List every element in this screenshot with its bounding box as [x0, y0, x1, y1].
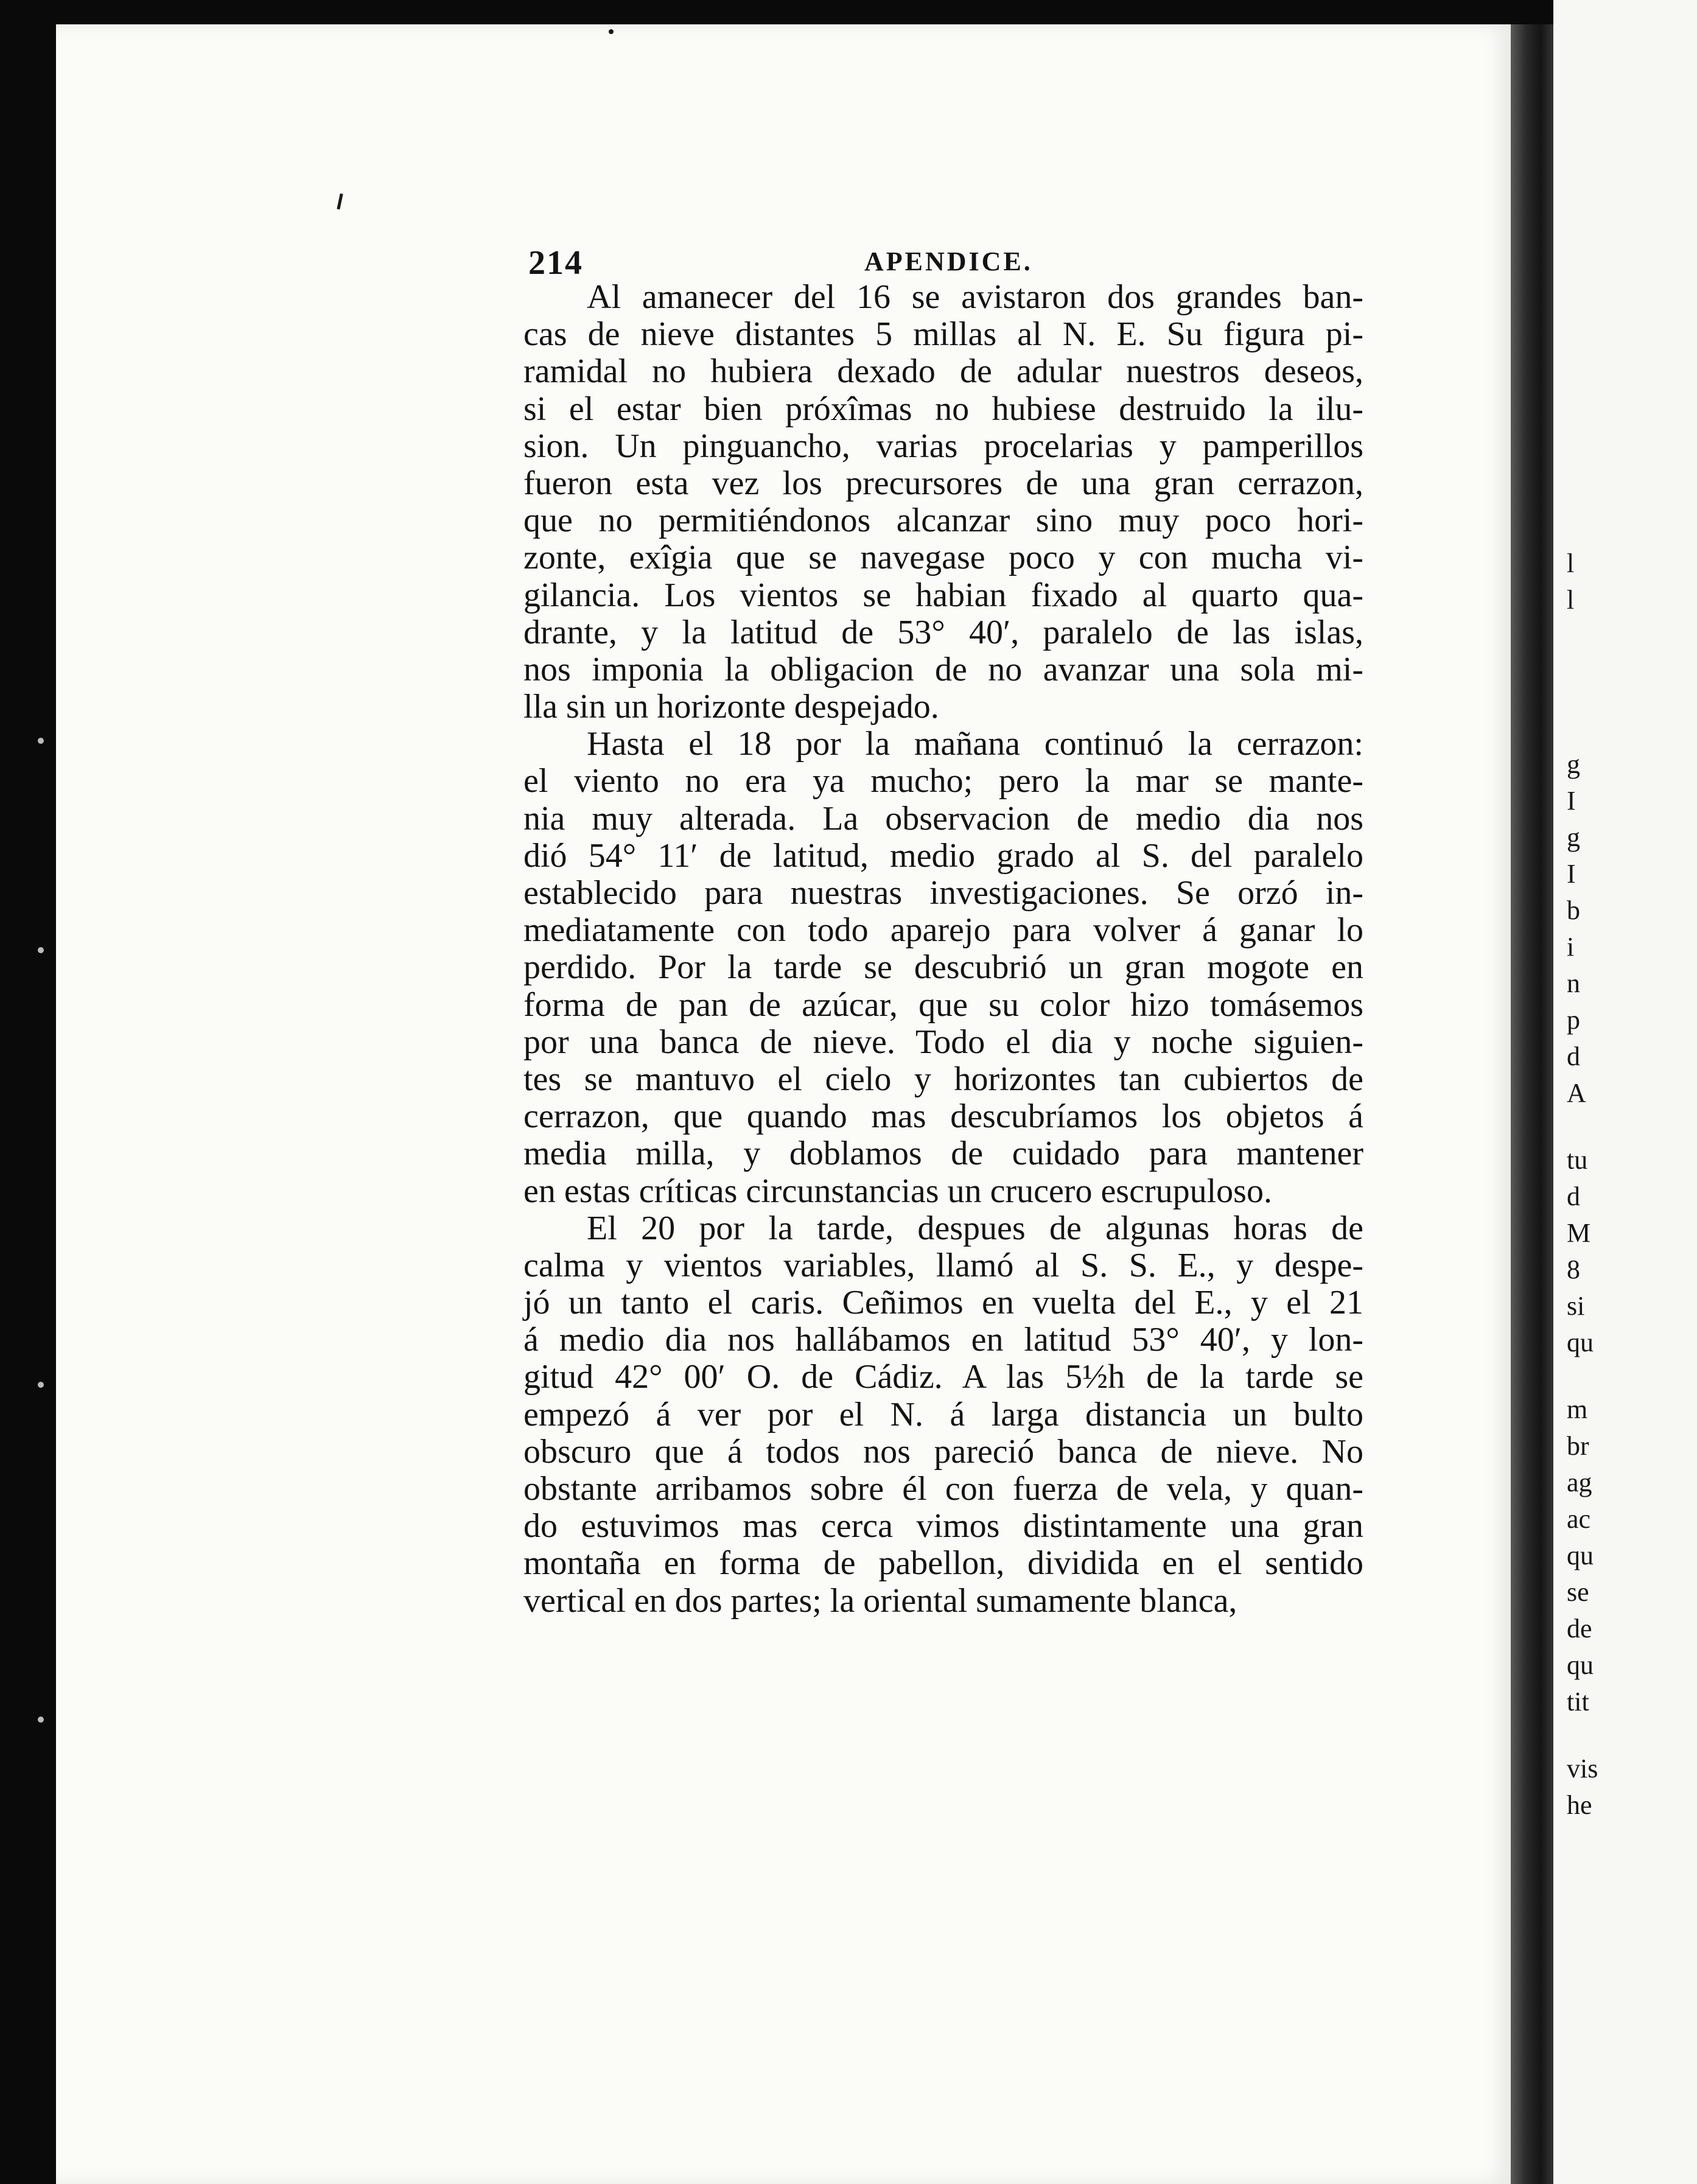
facing-page-text-fragment: de — [1567, 1614, 1592, 1643]
text-line: nos imponia la obligacion de no avanzar una sola mi- — [523, 650, 1363, 688]
paragraph-first-line: Hasta el 18 por la mañana continuó la cerrazon: — [587, 725, 1363, 763]
facing-page-text-fragment: g — [1567, 749, 1580, 779]
text-line: empezó á ver por el N. á larga distancia un bulto — [523, 1395, 1363, 1433]
text-line: do estuvimos mas cerca vimos distintamente una gran — [523, 1507, 1363, 1545]
text-line: calma y vientos variables, llamó al S. S. E., y despe- — [523, 1246, 1363, 1284]
facing-page-text-fragment: tit — [1567, 1687, 1589, 1717]
text-line: mediatamente con todo aparejo para volver á ganar lo — [523, 911, 1363, 950]
text-line: ramidal no hubiera dexado de adular nuestros deseos, — [523, 352, 1363, 391]
facing-page-text-fragment: M — [1567, 1218, 1591, 1248]
text-line: sion. Un pinguancho, varias procelarias y pamperillos — [523, 427, 1363, 465]
text-line: establecido para nuestras investigaciones. Se orzó in- — [523, 874, 1363, 912]
facing-page-text-fragment: ag — [1567, 1468, 1592, 1497]
page-number: 214 — [528, 244, 583, 282]
body-text — [523, 279, 1363, 1620]
text-line: forma de pan de azúcar, que su color hizo tomásemos — [523, 985, 1363, 1024]
book-gutter — [1511, 24, 1553, 2184]
text-line: si el estar bien próxîmas no hubiese destruido la ilu- — [523, 390, 1363, 428]
text-line: gilancia. Los vientos se habian fixado al quarto qua- — [523, 576, 1363, 614]
scan-speck — [38, 1382, 44, 1388]
facing-page-text-fragment: I — [1567, 859, 1576, 889]
text-line: tes se mantuvo el cielo y horizontes tan cubiertos de — [523, 1060, 1363, 1098]
facing-page-text-fragment: vis — [1567, 1754, 1598, 1783]
text-line: drante, y la latitud de 53° 40′, paralelo de las islas, — [523, 613, 1363, 651]
scan-speck — [38, 1717, 44, 1723]
facing-page-text-fragment: n — [1567, 968, 1580, 998]
facing-page-text-fragment: g — [1567, 822, 1580, 852]
paragraph-first-line: Al amanecer del 16 se avistaron dos grandes ban- — [587, 278, 1363, 316]
text-line: zonte, exîgia que se navegase poco y con mucha vi- — [523, 539, 1363, 577]
facing-page-text-fragment: I — [1567, 786, 1576, 816]
text-line: que no permitiéndonos alcanzar sino muy poco hori- — [523, 502, 1363, 540]
facing-page-fragment — [1553, 0, 1697, 2184]
text-line: obstante arribamos sobre él con fuerza de vela, y quan- — [523, 1470, 1363, 1508]
text-line: cas de nieve distantes 5 millas al N. E. Su figura pi- — [523, 315, 1363, 354]
facing-page-text-fragment: qu — [1567, 1650, 1594, 1680]
text-line: gitud 42° 00′ O. de Cádiz. A las 5½h de la tarde se — [523, 1358, 1363, 1396]
facing-page-text-fragment: b — [1567, 895, 1580, 925]
section-title: APENDICE. — [864, 247, 1033, 276]
text-line: el viento no era ya mucho; pero la mar se mante- — [523, 762, 1363, 800]
facing-page-text-fragment: A — [1567, 1078, 1586, 1108]
scan-speck — [609, 29, 614, 34]
facing-page-text-fragment: ac — [1567, 1504, 1591, 1534]
text-line: nia muy alterada. La observacion de medio dia nos — [523, 799, 1363, 838]
facing-page-text-fragment: si — [1567, 1291, 1585, 1321]
facing-page-text-fragment: he — [1567, 1790, 1592, 1820]
text-line: cerrazon, que quando mas descubríamos los objetos á — [523, 1097, 1363, 1136]
text-line: fueron esta vez los precursores de una gran cerrazon, — [523, 464, 1363, 502]
text-line: obscuro que á todos nos pareció banca de nieve. No — [523, 1432, 1363, 1471]
facing-page-text-fragment: l — [1567, 548, 1575, 578]
facing-page-text-fragment: m — [1567, 1395, 1588, 1424]
facing-page-text-fragment: p — [1567, 1005, 1580, 1035]
text-line: dió 54° 11′ de latitud, medio grado al S. del paralelo — [523, 836, 1363, 875]
text-line: lla sin un horizonte despejado. — [523, 688, 939, 726]
text-line: jó un tanto el caris. Ceñimos en vuelta del E., y el 21 — [523, 1284, 1363, 1322]
facing-page-text-fragment: d — [1567, 1041, 1580, 1071]
text-line: vertical en dos partes; la oriental sumamente blanca, — [523, 1581, 1237, 1620]
text-line: montaña en forma de pabellon, dividida en el sentido — [523, 1544, 1363, 1583]
scan-speck — [38, 947, 44, 953]
facing-page-text-fragment: se — [1567, 1577, 1589, 1607]
text-line: por una banca de nieve. Todo el dia y noche siguien- — [523, 1023, 1363, 1061]
facing-page-text-fragment: br — [1567, 1431, 1589, 1461]
scan-speck — [38, 738, 44, 744]
text-line: media milla, y doblamos de cuidado para mantener — [523, 1135, 1363, 1173]
facing-page-text-fragment: tu — [1567, 1145, 1588, 1175]
running-head — [528, 243, 1362, 280]
text-line: perdido. Por la tarde se descubrió un gran mogote en — [523, 948, 1363, 987]
facing-page-text-fragment: qu — [1567, 1541, 1594, 1570]
paragraph-first-line: El 20 por la tarde, despues de algunas horas de — [587, 1209, 1363, 1247]
text-line: á medio dia nos hallábamos en latitud 53° 40′, y lon- — [523, 1321, 1363, 1359]
facing-page-text-fragment: qu — [1567, 1328, 1594, 1357]
facing-page-text-fragment: 8 — [1567, 1255, 1580, 1284]
text-line: en estas críticas circunstancias un crucero escrupuloso. — [523, 1172, 1272, 1210]
facing-page-text-fragment: d — [1567, 1181, 1580, 1211]
facing-page-text-fragment: l — [1567, 585, 1575, 615]
facing-page-text-fragment: i — [1567, 932, 1575, 962]
